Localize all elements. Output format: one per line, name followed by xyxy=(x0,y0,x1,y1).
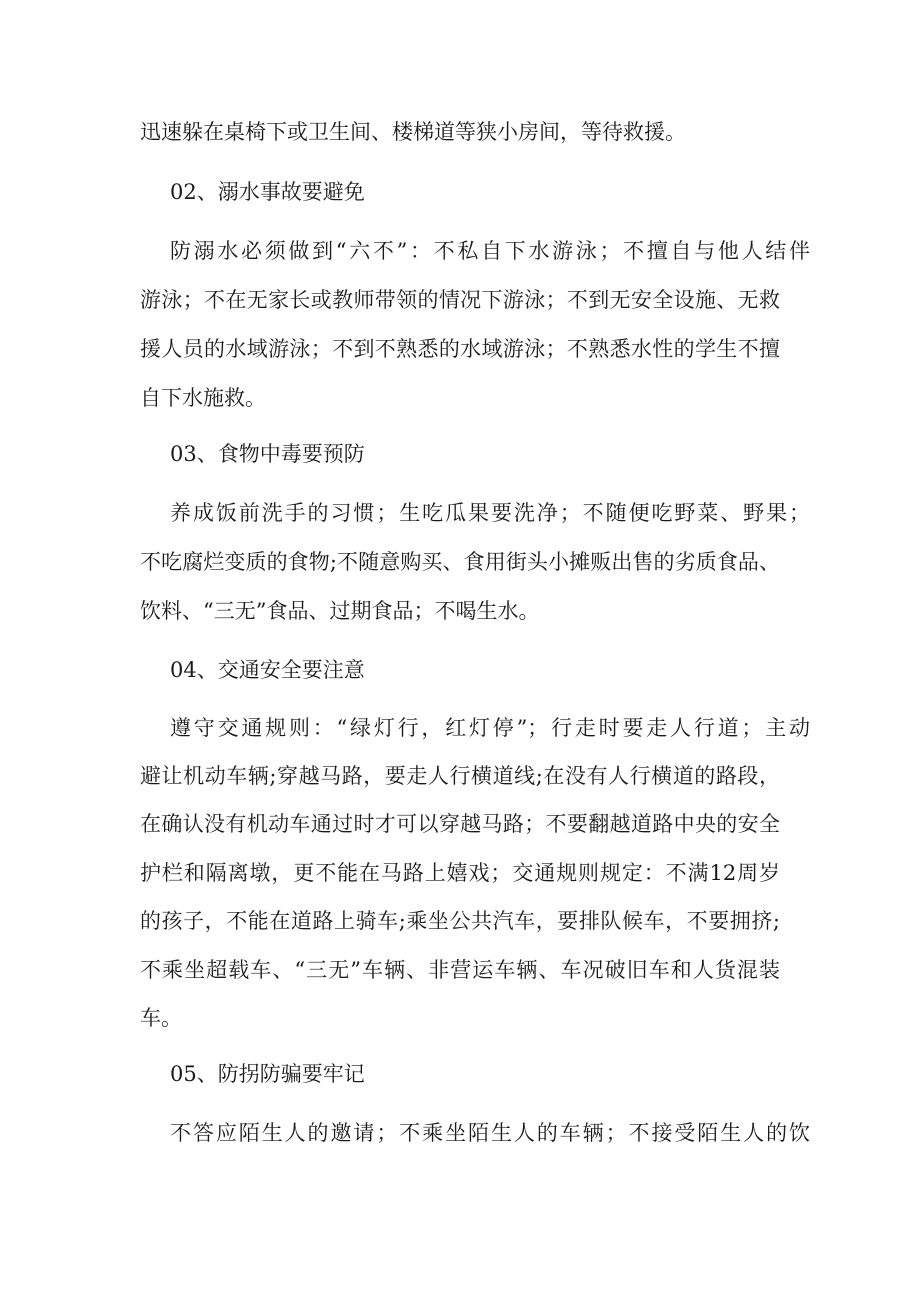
paragraph-line: 自下水施救。 xyxy=(140,386,266,410)
paragraph-line: 的孩子，不能在道路上骑车;乘坐公共汽车，要排队候车，不要拥挤; xyxy=(140,909,780,933)
paragraph-line: 援人员的水域游泳；不到不熟悉的水域游泳；不熟悉水性的学生不擅 xyxy=(140,337,780,361)
paragraph-line: 车。 xyxy=(140,1006,182,1030)
section-heading-04: 04、交通安全要注意 xyxy=(170,658,365,682)
paragraph-line: 不乘坐超载车、“三无”车辆、非营运车辆、车况破旧车和人货混装 xyxy=(140,958,780,982)
paragraph-line: 护栏和隔离墩，更不能在马路上嬉戏；交通规则规定：不满12周岁 xyxy=(140,861,780,885)
paragraph-line: 游泳；不在无家长或教师带领的情况下游泳；不到无安全设施、无救 xyxy=(140,288,780,312)
paragraph-line: 不吃腐烂变质的食物;不随意购买、食用街头小摊贩出售的劣质食品、 xyxy=(140,550,780,574)
section-heading-03: 03、食物中毒要预防 xyxy=(170,442,365,466)
paragraph-line: 防溺水必须做到“六不”：不私自下水游泳；不擅自与他人结伴 xyxy=(170,239,810,263)
paragraph-line: 在确认没有机动车通过时才可以穿越马路；不要翻越道路中央的安全 xyxy=(140,812,780,836)
paragraph-line: 养成饭前洗手的习惯；生吃瓜果要洗净；不随便吃野菜、野果； xyxy=(170,501,810,525)
section-heading-02: 02、溺水事故要避免 xyxy=(170,180,365,204)
paragraph-line: 遵守交通规则：“绿灯行，红灯停”；行走时要走人行道；主动 xyxy=(170,716,810,740)
paragraph-line: 饮料、“三无”食品、过期食品；不喝生水。 xyxy=(140,599,540,623)
paragraph-line: 避让机动车辆;穿越马路，要走人行横道线;在没有人行横道的路段， xyxy=(140,764,780,788)
paragraph-continuation-line: 迅速躲在桌椅下或卫生间、楼梯道等狭小房间，等待救援。 xyxy=(140,120,686,144)
section-heading-05: 05、防拐防骗要牢记 xyxy=(170,1062,365,1086)
paragraph-line: 不答应陌生人的邀请；不乘坐陌生人的车辆；不接受陌生人的饮 xyxy=(170,1121,810,1145)
